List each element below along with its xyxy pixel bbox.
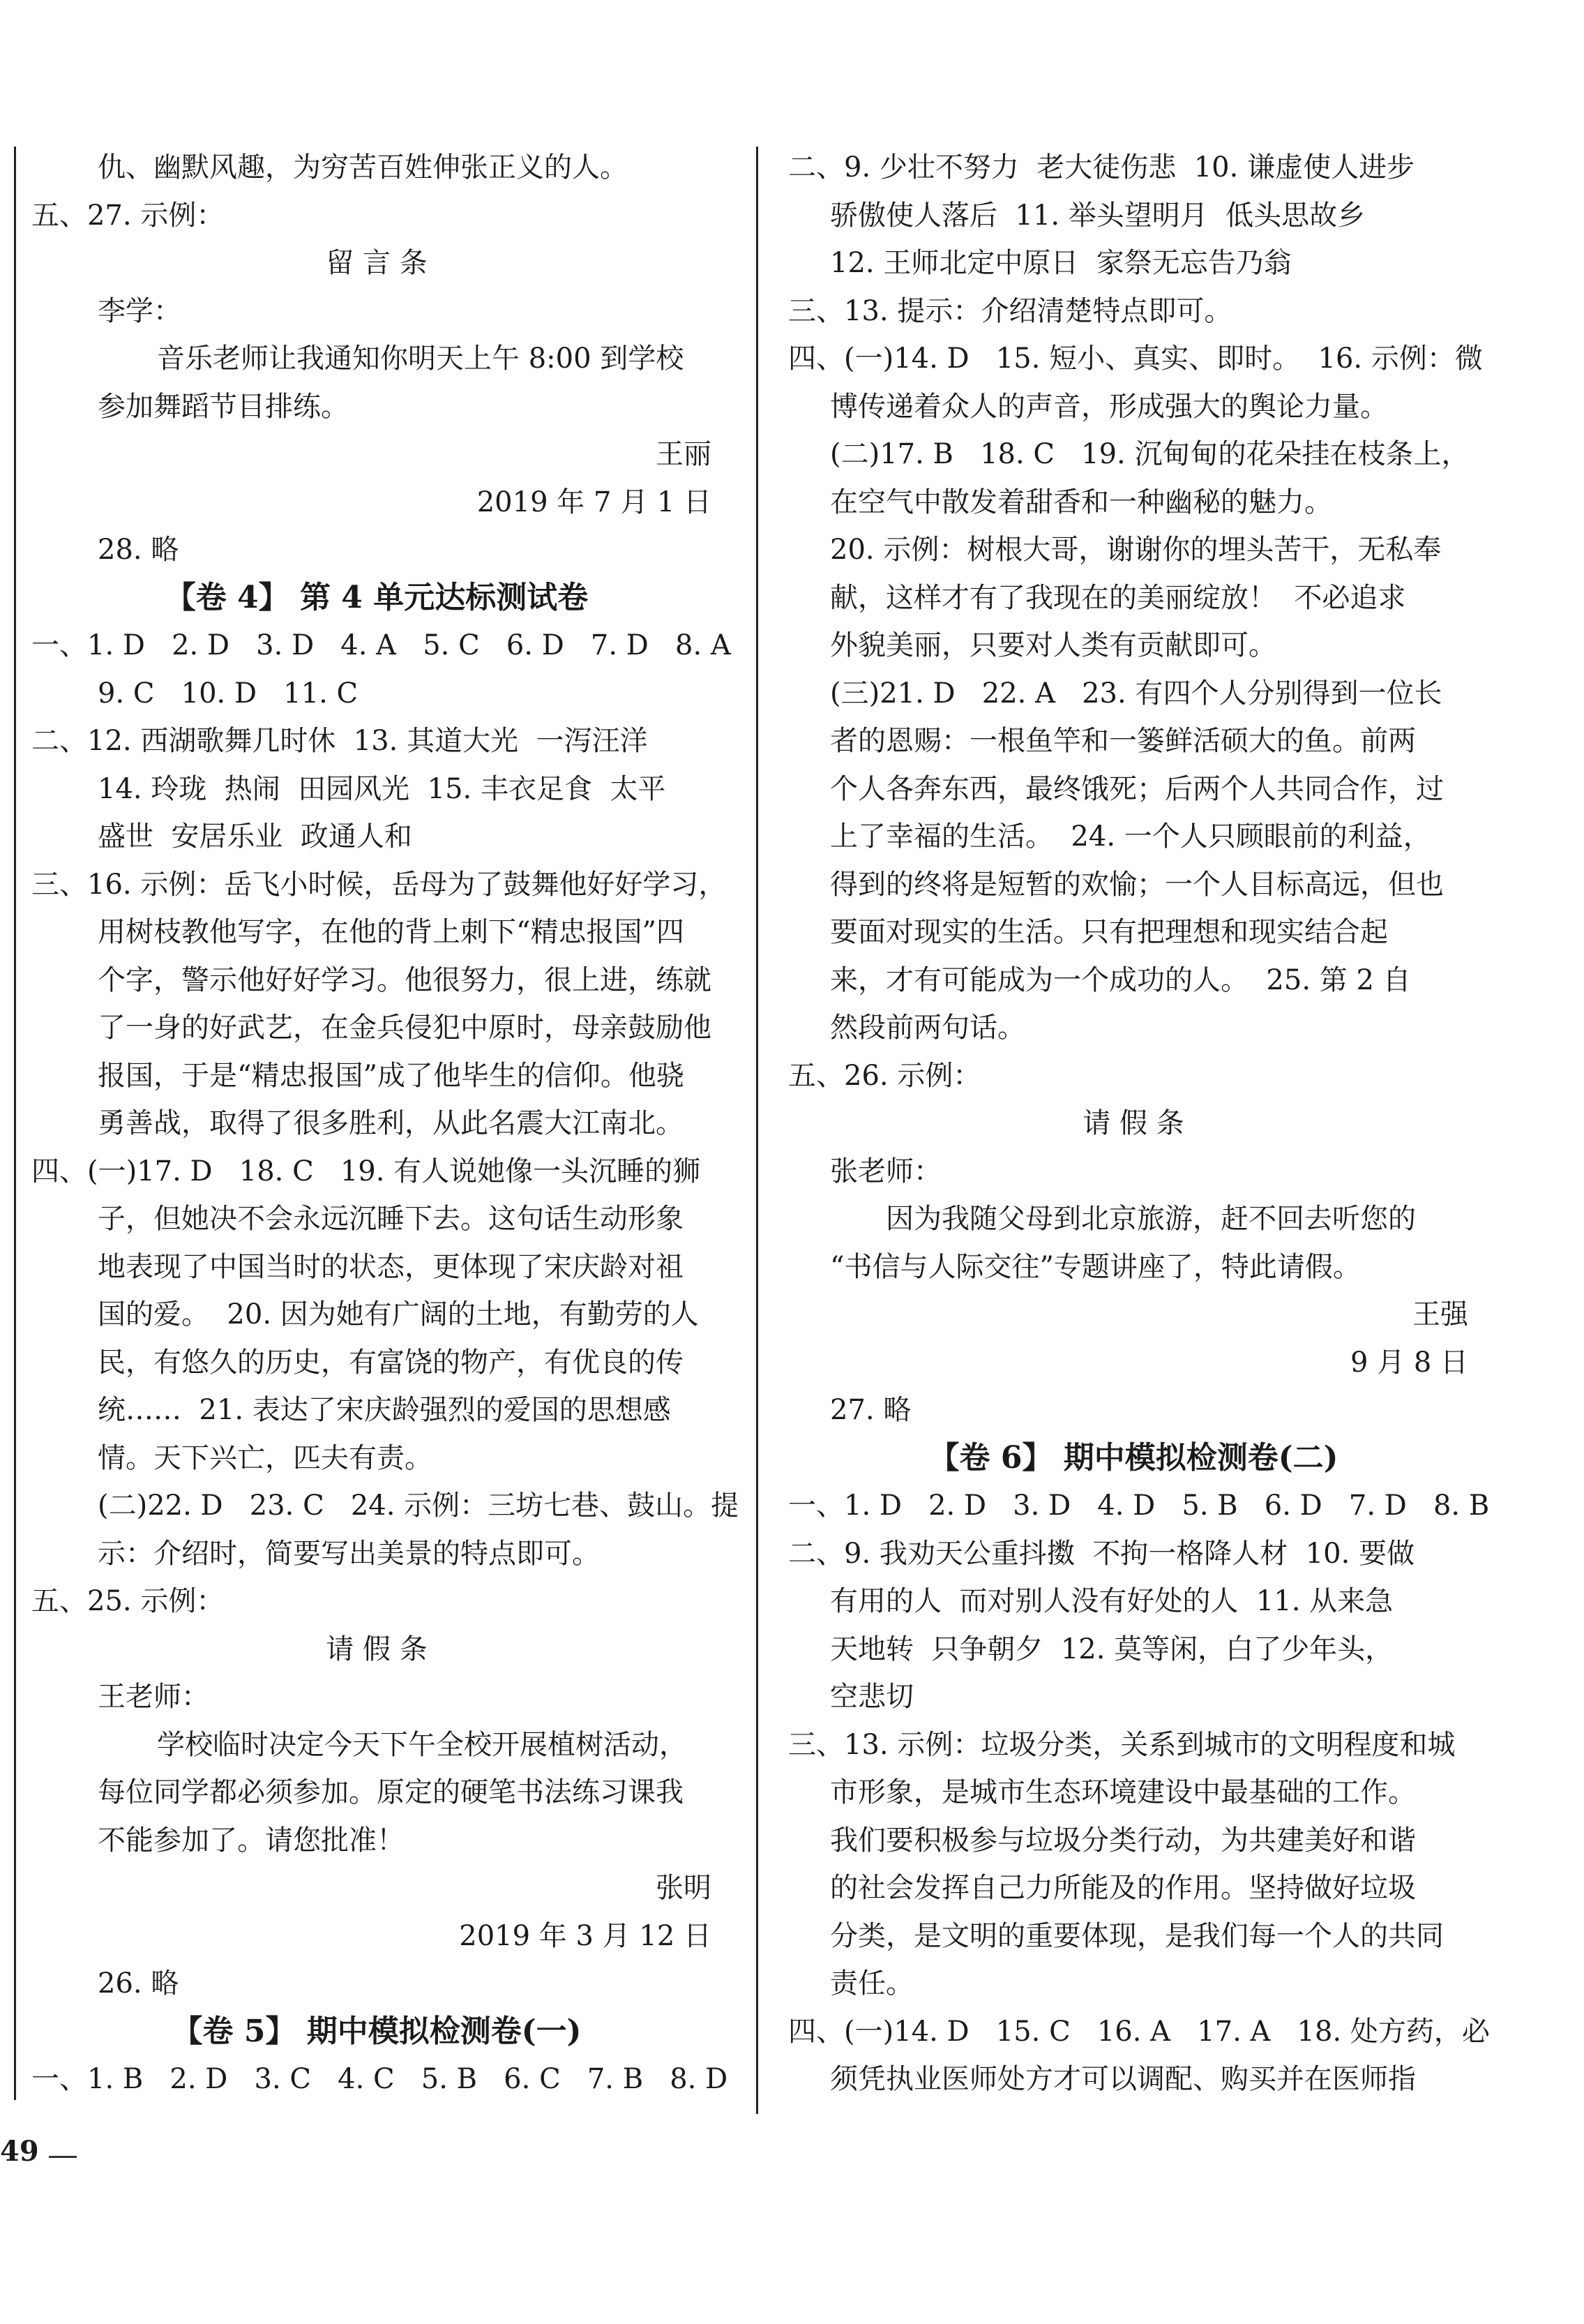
text-line: 二、9. 我劝天公重抖擞 不拘一格降人材 10. 要做 bbox=[788, 1537, 1415, 1570]
text-line: 盛世 安居乐业 政通人和 bbox=[98, 820, 412, 853]
text-line: 请 假 条 bbox=[326, 1633, 428, 1665]
text-line: 空悲切 bbox=[830, 1681, 914, 1713]
text-line: 上了幸福的生活。 24. 一个人只顾眼前的利益， bbox=[830, 820, 1431, 853]
text-line: 二、9. 少壮不努力 老大徒伤悲 10. 谦虚使人进步 bbox=[788, 151, 1415, 183]
text-line: 然段前两句话。 bbox=[830, 1012, 1025, 1044]
text-line: 子，但她决不会永远沉睡下去。这句话生动形象 bbox=[98, 1203, 684, 1235]
text-line: 28. 略 bbox=[98, 534, 179, 566]
page-number: 49 bbox=[0, 2135, 39, 2168]
text-line: 示：介绍时，简要写出美景的特点即可。 bbox=[98, 1537, 600, 1570]
text-line: 26. 略 bbox=[98, 1967, 179, 2000]
text-line: 的社会发挥自己力所能及的作用。坚持做好垃圾 bbox=[830, 1872, 1416, 1904]
text-line: 在空气中散发着甜香和一种幽秘的魅力。 bbox=[830, 486, 1332, 518]
text-line: 五、26. 示例： bbox=[788, 1059, 981, 1092]
text-line: 五、25. 示例： bbox=[31, 1585, 225, 1617]
text-line: 请 假 条 bbox=[1083, 1107, 1184, 1139]
text-line: “书信与人际交往”专题讲座了，特此请假。 bbox=[830, 1250, 1361, 1283]
text-line: 李学： bbox=[98, 294, 181, 327]
text-line: 民，有悠久的历史，有富饶的物产，有优良的传 bbox=[98, 1346, 684, 1379]
text-line: 14. 玲珑 热闹 田园风光 15. 丰衣足食 太平 bbox=[98, 772, 666, 805]
text-line: 来，才有可能成为一个成功的人。 25. 第 2 自 bbox=[830, 964, 1411, 996]
text-line: 一、1. B 2. D 3. C 4. C 5. B 6. C 7. B 8. D bbox=[31, 2063, 728, 2095]
text-line: 责任。 bbox=[830, 1967, 914, 2000]
text-line: 得到的终将是短暂的欢愉；一个人目标高远，但也 bbox=[830, 868, 1444, 901]
text-line: 张明 bbox=[656, 1872, 711, 1904]
text-line: 我们要积极参与垃圾分类行动，为共建美好和谐 bbox=[830, 1824, 1416, 1857]
text-line: 不能参加了。请您批准！ bbox=[98, 1824, 405, 1857]
text-line: 2019 年 7 月 1 日 bbox=[476, 486, 711, 518]
text-line: 王老师： bbox=[98, 1681, 209, 1713]
text-line: 张老师： bbox=[830, 1155, 942, 1187]
text-line: 个人各奔东西，最终饿死；后两个人共同合作，过 bbox=[830, 772, 1444, 805]
text-line: 国的爱。 20. 因为她有广阔的土地，有勤劳的人 bbox=[98, 1298, 699, 1330]
text-line: 一、1. D 2. D 3. D 4. A 5. C 6. D 7. D 8. A bbox=[31, 629, 731, 661]
text-line: 12. 王师北定中原日 家祭无忘告乃翁 bbox=[830, 247, 1292, 279]
left-margin-rule bbox=[14, 147, 16, 2100]
text-line: 天地转 只争朝夕 12. 莫等闲，白了少年头， bbox=[830, 1633, 1394, 1665]
section-heading: 【卷 5】 期中模拟检测卷(一) bbox=[172, 2013, 582, 2049]
text-line: 学校临时决定今天下午全校开展植树活动， bbox=[157, 1728, 687, 1761]
text-line: 骄傲使人落后 11. 举头望明月 低头思故乡 bbox=[830, 199, 1366, 232]
text-line: 9 月 8 日 bbox=[1350, 1346, 1468, 1379]
text-line: 三、13. 示例：垃圾分类，关系到城市的文明程度和城 bbox=[788, 1728, 1456, 1761]
text-line: 统…… 21. 表达了宋庆龄强烈的爱国的思想感 bbox=[98, 1394, 671, 1426]
text-line: 2019 年 3 月 12 日 bbox=[459, 1919, 711, 1952]
page-number-dash bbox=[49, 2156, 77, 2158]
text-line: 五、27. 示例： bbox=[31, 199, 225, 232]
text-line: 9. C 10. D 11. C bbox=[98, 677, 359, 710]
text-line: 勇善战，取得了很多胜利，从此名震大江南北。 bbox=[98, 1107, 684, 1139]
text-line: 二、12. 西湖歌舞几时休 13. 其道大光 一泻汪洋 bbox=[31, 725, 648, 757]
text-line: 有用的人 而对别人没有好处的人 11. 从来急 bbox=[830, 1585, 1394, 1617]
text-line: 王丽 bbox=[656, 438, 711, 470]
text-line: 报国，于是“精忠报国”成了他毕生的信仰。他骁 bbox=[98, 1059, 684, 1092]
text-line: 须凭执业医师处方才可以调配、购买并在医师指 bbox=[830, 2063, 1416, 2095]
text-line: 分类，是文明的重要体现，是我们每一个人的共同 bbox=[830, 1919, 1444, 1952]
text-line: 因为我随父母到北京旅游，赶不回去听您的 bbox=[886, 1203, 1416, 1235]
text-line: 三、13. 提示：介绍清楚特点即可。 bbox=[788, 294, 1232, 327]
text-line: 四、(一)14. D 15. 短小、真实、即时。 16. 示例：微 bbox=[788, 343, 1483, 375]
text-line: 20. 示例：树根大哥，谢谢你的埋头苦干，无私奉 bbox=[830, 534, 1442, 566]
text-line: 用树枝教他写字，在他的背上刺下“精忠报国”四 bbox=[98, 916, 684, 948]
text-line: 王强 bbox=[1412, 1298, 1468, 1330]
text-line: 27. 略 bbox=[830, 1394, 912, 1426]
text-line: 参加舞蹈节目排练。 bbox=[98, 390, 349, 423]
text-line: 地表现了中国当时的状态，更体现了宋庆龄对祖 bbox=[98, 1250, 684, 1283]
text-line: 四、(一)17. D 18. C 19. 有人说她像一头沉睡的狮 bbox=[31, 1155, 701, 1187]
text-line: 博传递着众人的声音，形成强大的舆论力量。 bbox=[830, 390, 1388, 423]
text-line: 留 言 条 bbox=[326, 247, 428, 279]
text-line: 献，这样才有了我现在的美丽绽放！ 不必追求 bbox=[830, 581, 1406, 614]
text-line: (二)22. D 23. C 24. 示例：三坊七巷、鼓山。提 bbox=[98, 1490, 739, 1522]
text-line: 一、1. D 2. D 3. D 4. D 5. B 6. D 7. D 8. B bbox=[788, 1490, 1490, 1522]
text-line: (三)21. D 22. A 23. 有四个人分别得到一位长 bbox=[830, 677, 1442, 710]
text-line: 要面对现实的生活。只有把理想和现实结合起 bbox=[830, 916, 1388, 948]
text-line: 个字，警示他好好学习。他很努力，很上进，练就 bbox=[98, 964, 711, 996]
text-line: 每位同学都必须参加。原定的硬笔书法练习课我 bbox=[98, 1776, 684, 1808]
text-line: 市形象，是城市生态环境建设中最基础的工作。 bbox=[830, 1776, 1416, 1808]
text-line: 了一身的好武艺，在金兵侵犯中原时，母亲鼓励他 bbox=[98, 1012, 711, 1044]
text-line: 仇、幽默风趣，为穷苦百姓伸张正义的人。 bbox=[98, 151, 628, 183]
text-line: 者的恩赐：一根鱼竿和一篓鲜活硕大的鱼。前两 bbox=[830, 725, 1416, 757]
section-heading: 【卷 4】 第 4 单元达标测试卷 bbox=[165, 579, 589, 615]
text-line: (二)17. B 18. C 19. 沉甸甸的花朵挂在枝条上， bbox=[830, 438, 1470, 470]
text-line: 三、16. 示例：岳飞小时候，岳母为了鼓舞他好好学习， bbox=[31, 868, 727, 901]
column-divider bbox=[756, 147, 758, 2114]
text-line: 四、(一)14. D 15. C 16. A 17. A 18. 处方药，必 bbox=[788, 2015, 1490, 2048]
text-line: 音乐老师让我通知你明天上午 8:00 到学校 bbox=[157, 343, 684, 375]
text-line: 情。天下兴亡，匹夫有责。 bbox=[98, 1441, 432, 1474]
text-line: 外貌美丽，只要对人类有贡献即可。 bbox=[830, 629, 1276, 661]
section-heading: 【卷 6】 期中模拟检测卷(二) bbox=[928, 1439, 1338, 1476]
